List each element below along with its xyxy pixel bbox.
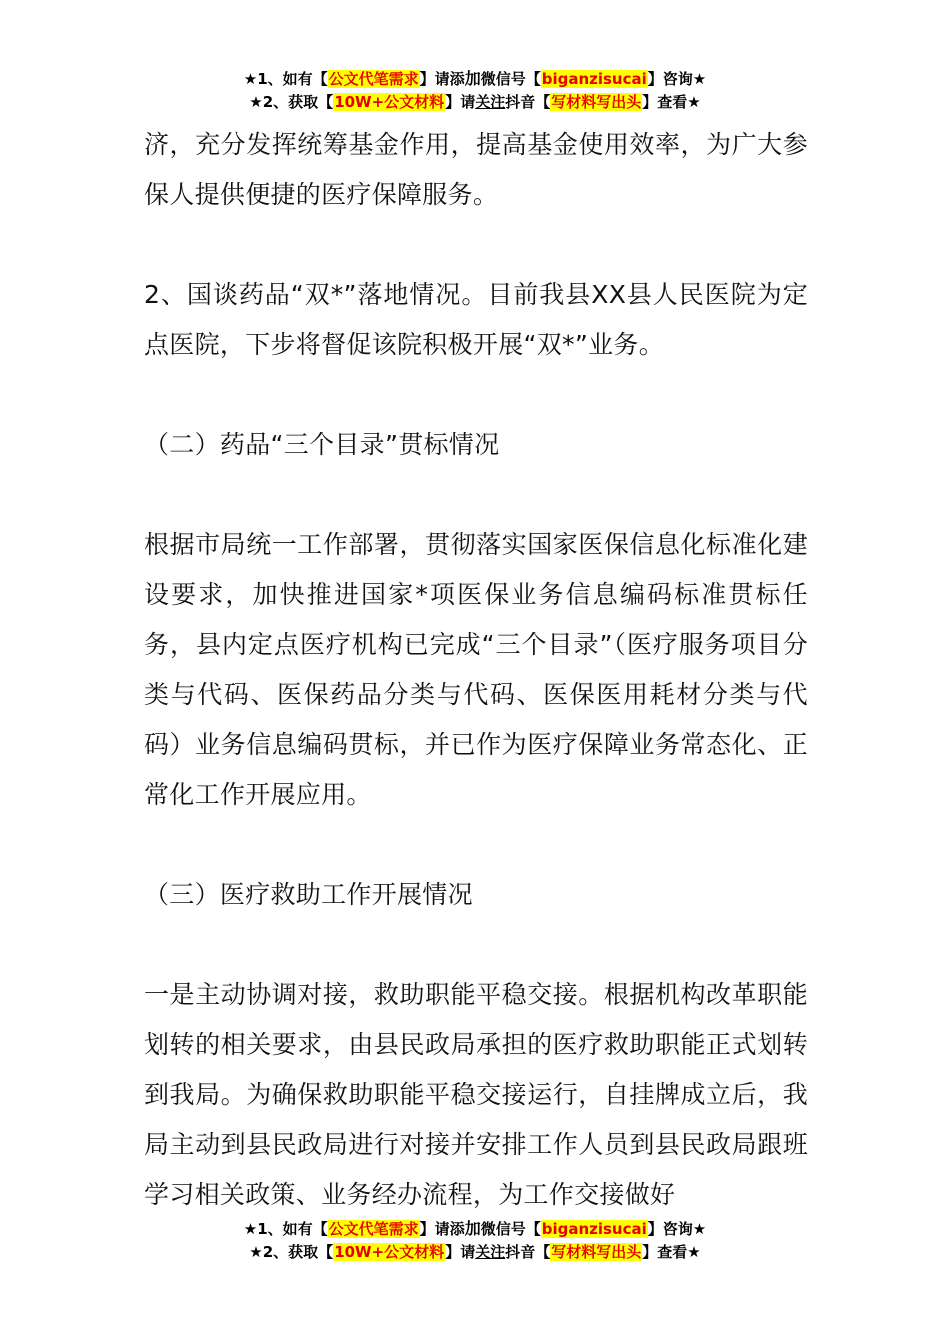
highlight-douyin: 写材料写出头 [551,1243,642,1261]
bottom-banner [0,1218,950,1264]
top-banner [0,68,950,114]
paragraph-1: 济，充分发挥统筹基金作用，提高基金使用效率，为广大参保人提供便捷的医疗保障服务。 [144,130,808,209]
highlight-wechat-id: biganzisucai [541,70,647,88]
highlight-service: 公文代笔需求 [328,1220,419,1238]
banner-line-2: ★2、获取【10W+公文材料】请关注抖音【写材料写出头】查看★ [249,1243,701,1261]
section-heading-3: （三）医疗救助工作开展情况 [144,880,473,909]
highlight-materials: 10W+公文材料 [334,1243,445,1261]
document-body [144,120,808,1220]
highlight-materials: 10W+公文材料 [334,93,445,111]
highlight-douyin: 写材料写出头 [551,93,642,111]
paragraph-3: 根据市局统一工作部署，贯彻落实国家医保信息化标准化建设要求，加快推进国家*项医保业务信息编码标准贯标任务，县内定点医疗机构已完成“三个目录”（医疗服务项目分类与代码、医保药品分类与代码、医保医用耗材分类与代码）业务信息编码贯标，并已作为医疗保障业务常态化、正常化工作开展应用。 [144,530,808,809]
banner-line-1: ★1、如有【公文代笔需求】请添加微信号【biganzisucai】咨询★ [243,69,707,88]
paragraph-2: 2、国谈药品“双*”落地情况。目前我县XX县人民医院为定点医院，下步将督促该院积极开展“双*”业务。 [144,280,808,359]
section-heading-2: （二）药品“三个目录”贯标情况 [144,430,500,459]
highlight-service: 公文代笔需求 [328,70,419,88]
banner-line-1: ★1、如有【公文代笔需求】请添加微信号【biganzisucai】咨询★ [243,1219,707,1238]
banner-line-2: ★2、获取【10W+公文材料】请关注抖音【写材料写出头】查看★ [249,93,701,111]
highlight-wechat-id: biganzisucai [541,1220,647,1238]
paragraph-4: 一是主动协调对接，救助职能平稳交接。根据机构改革职能划转的相关要求，由县民政局承担的医疗救助职能正式划转到我局。为确保救助职能平稳交接运行，自挂牌成立后，我局主动到县民政局进行对接并安排工作人员到县民政局跟班学习相关政策、业务经办流程，为工作交接做好 [144,980,808,1209]
